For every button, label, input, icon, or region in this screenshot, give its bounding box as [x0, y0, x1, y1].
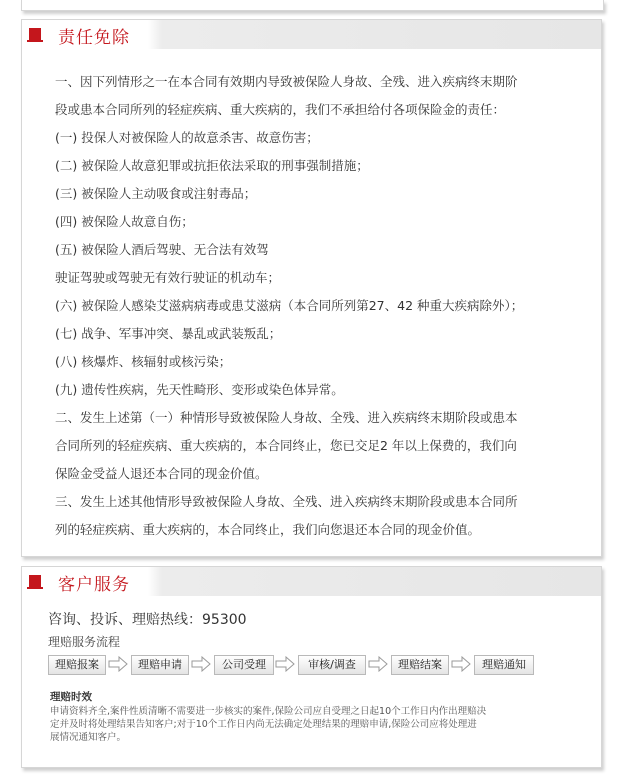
timing-line: 定并及时将处理结果告知客户;对于10个工作日内尚无法确定处理结果的理赔申请,保险公司应将处理进 [50, 719, 477, 730]
flow-step-apply: 理赔申请 [131, 655, 189, 675]
disclaimer-line: (九) 遗传性疾病，先天性畸形、变形或染色体异常。 [55, 382, 344, 397]
red-square-icon [27, 575, 43, 588]
red-square-icon [27, 28, 43, 41]
arrow-right-icon [368, 656, 388, 672]
flow-step-notify: 理赔通知 [474, 655, 534, 675]
arrow-right-icon [108, 656, 128, 672]
flow-step-accept: 公司受理 [214, 655, 274, 675]
disclaimer-line: 保险金受益人退还本合同的现金价值。 [55, 466, 268, 481]
disclaimer-line: 驶证驾驶或驾驶无有效行驶证的机动车； [55, 270, 281, 285]
timing-line: 申请资料齐全,案件性质清晰不需要进一步核实的案件,保险公司应自受理之日起10个工作日内作出理赔决 [50, 706, 487, 717]
disclaimer-line: 合同所列的轻症疾病、重大疾病的，本合同终止，您已交足2 年以上保费的，我们向 [55, 438, 517, 453]
disclaimer-line: (六) 被保险人感染艾滋病病毒或患艾滋病（本合同所列第27、42 种重大疾病除外）； [55, 298, 524, 313]
arrow-right-icon [275, 656, 295, 672]
disclaimer-line: 二、发生上述第（一）种情形导致被保险人身故、全残、进入疾病终末期阶段或患本 [55, 410, 518, 425]
disclaimer-header [22, 20, 601, 49]
timing-title: 理赔时效 [50, 691, 92, 703]
timing-text [50, 705, 530, 744]
flow-step-review: 审核/调查 [298, 655, 366, 675]
disclaimer-line: 列的轻症疾病、重大疾病的，本合同终止，我们向您退还本合同的现金价值。 [55, 522, 481, 537]
flow-step-close: 理赔结案 [391, 655, 449, 675]
disclaimer-line: (二) 被保险人故意犯罪或抗拒依法采取的刑事强制措施； [55, 158, 369, 173]
previous-section-card [21, 0, 604, 11]
service-title: 客户服务 [58, 575, 130, 595]
disclaimer-line: (七) 战争、军事冲突、暴乱或武装叛乱； [55, 326, 282, 341]
service-header [22, 567, 601, 596]
arrow-right-icon [191, 656, 211, 672]
customer-service-section [21, 566, 602, 768]
hotline-text: 咨询、投诉、理赔热线：95300 [48, 612, 247, 628]
flow-step-report: 理赔报案 [48, 655, 106, 675]
disclaimer-line: 一、因下列情形之一在本合同有效期内导致被保险人身故、全残、进入疾病终末期阶 [55, 74, 518, 89]
disclaimer-line: (四) 被保险人故意自伤； [55, 214, 194, 229]
flow-title: 理赔服务流程 [48, 635, 121, 649]
disclaimer-line: 段或患本合同所列的轻症疾病、重大疾病的，我们不承担给付各项保险金的责任： [55, 102, 506, 117]
disclaimer-line: 三、发生上述其他情形导致被保险人身故、全残、进入疾病终末期阶段或患本合同所 [55, 494, 518, 509]
disclaimer-line: (八) 核爆炸、核辐射或核污染； [55, 354, 232, 369]
disclaimer-line: (一) 投保人对被保险人的故意杀害、故意伤害； [55, 130, 319, 145]
disclaimer-body [55, 68, 595, 544]
disclaimer-line: (五) 被保险人酒后驾驶、无合法有效驾 [55, 242, 269, 257]
arrow-right-icon [451, 656, 471, 672]
claim-flow [48, 655, 593, 675]
disclaimer-line: (三) 被保险人主动吸食或注射毒品； [55, 186, 257, 201]
disclaimer-title: 责任免除 [58, 28, 130, 48]
timing-line: 展情况通知客户。 [50, 732, 127, 743]
disclaimer-section [21, 19, 602, 557]
